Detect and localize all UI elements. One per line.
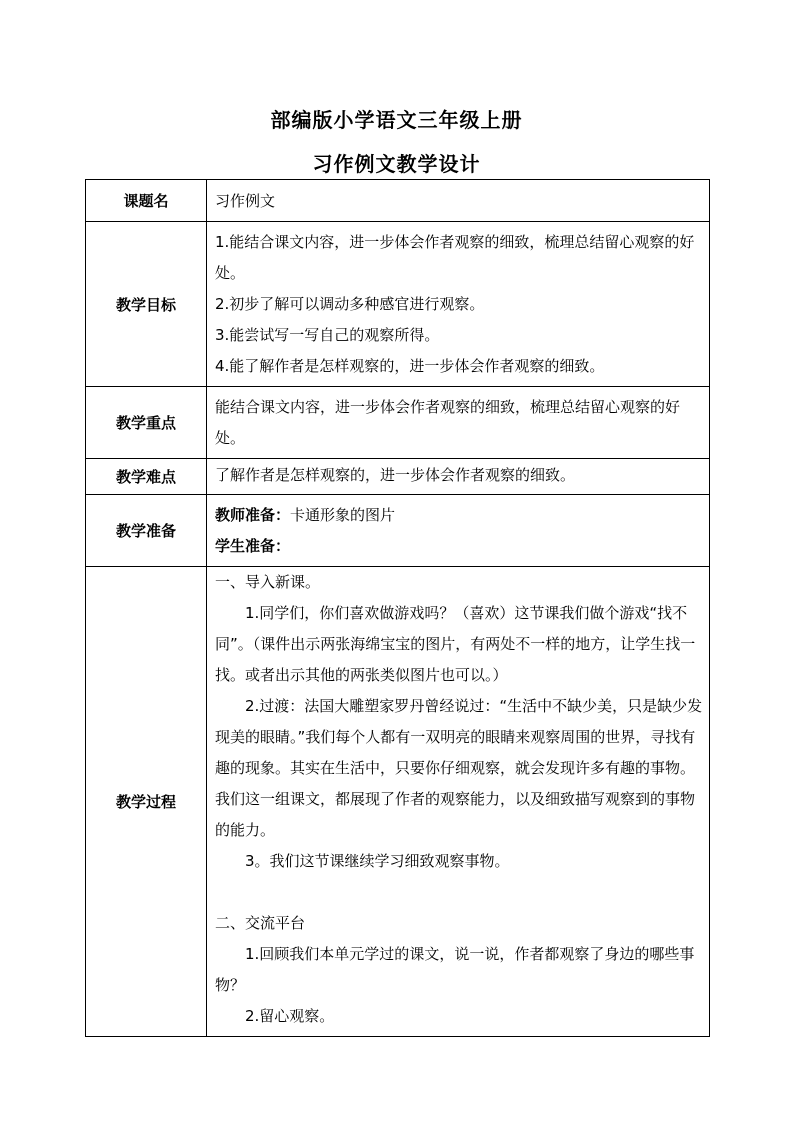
label-key: 教学重点 bbox=[86, 387, 207, 459]
key-text: 能结合课文内容，进一步体会作者观察的细致，梳理总结留心观察的好处。 bbox=[215, 398, 681, 447]
value-prep bbox=[207, 495, 710, 567]
label-difficult: 教学难点 bbox=[86, 459, 207, 495]
teacher-prep bbox=[215, 500, 703, 531]
student-prep-label: 学生准备： bbox=[215, 537, 291, 555]
value-process bbox=[207, 567, 710, 1037]
row-topic bbox=[86, 180, 710, 222]
teacher-prep-label: 教师准备： bbox=[215, 506, 291, 524]
teacher-prep-value: 卡通形象的图片 bbox=[290, 506, 396, 524]
lesson-plan-table bbox=[85, 179, 710, 1037]
goal-item: 2.初步了解可以调动多种感官进行观察。 bbox=[215, 295, 485, 313]
value-goals bbox=[207, 222, 710, 387]
goal-item: 4.能了解作者是怎样观察的，进一步体会作者观察的细致。 bbox=[215, 357, 605, 375]
spacer bbox=[215, 877, 703, 908]
document-subtitle: 习作例文教学设计 bbox=[312, 152, 481, 176]
label-goals: 教学目标 bbox=[86, 222, 207, 387]
row-difficult bbox=[86, 459, 710, 495]
section-heading: 一、导入新课。 bbox=[215, 573, 321, 591]
label-topic: 课题名 bbox=[86, 180, 207, 222]
process-paragraph: 1.同学们，你们喜欢做游戏吗？（喜欢）这节课我们做个游戏“找不同”。（课件出示两张海绵宝宝的图片，有两处不一样的地方，让学生找一找。或者出示其他的两张类似图片也可以。） bbox=[215, 604, 696, 684]
goal-item: 1.能结合课文内容，进一步体会作者观察的细致，梳理总结留心观察的好处。 bbox=[215, 233, 695, 282]
row-process bbox=[86, 567, 710, 1037]
process-paragraph: 3。我们这节课继续学习细致观察事物。 bbox=[245, 852, 510, 870]
document-title: 部编版小学语文三年级上册 bbox=[270, 108, 523, 132]
difficult-text: 了解作者是怎样观察的，进一步体会作者观察的细致。 bbox=[215, 466, 576, 484]
row-goals bbox=[86, 222, 710, 387]
section-heading: 二、交流平台 bbox=[215, 914, 306, 932]
label-process: 教学过程 bbox=[86, 567, 207, 1037]
row-key bbox=[86, 387, 710, 459]
label-prep: 教学准备 bbox=[86, 495, 207, 567]
goal-item: 3.能尝试写一写自己的观察所得。 bbox=[215, 326, 440, 344]
process-paragraph: 2.过渡：法国大雕塑家罗丹曾经说过：“生活中不缺少美，只是缺少发现美的眼睛。”我们每个人都有一双明亮的眼睛来观察周围的世界，寻找有趣的现象。其实在生活中，只要你仔细观察，就会发现许多有趣的事物。我们这一组课文，都展现了作者的观察能力，以及细致描写观察到的事物的能力。 bbox=[215, 697, 703, 839]
process-paragraph: 2.留心观察。 bbox=[245, 1007, 335, 1025]
value-topic: 习作例文 bbox=[207, 180, 710, 222]
value-difficult bbox=[207, 459, 710, 495]
row-prep bbox=[86, 495, 710, 567]
process-paragraph: 1.回顾我们本单元学过的课文，说一说，作者都观察了身边的哪些事物？ bbox=[215, 945, 695, 994]
value-key bbox=[207, 387, 710, 459]
